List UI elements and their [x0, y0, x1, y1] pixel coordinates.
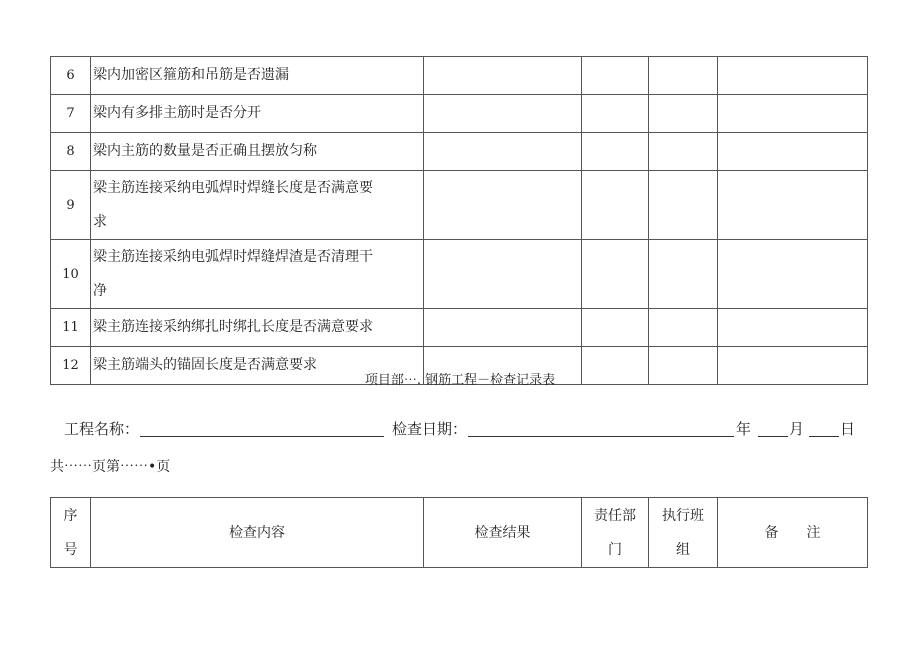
row-content — [91, 133, 424, 171]
team-cell[interactable] — [649, 95, 718, 133]
row-content-line: 梁主筋连接采纳电弧焊时焊缝长度是否满意要 — [93, 180, 373, 196]
dept-cell[interactable] — [582, 57, 649, 95]
header-no-line2: 号 — [63, 541, 78, 558]
row-content-line: 梁主筋连接采纳绑扎时绑扎长度是否满意要求 — [93, 319, 373, 335]
year-label: 年 — [736, 420, 752, 438]
row-number: 7 — [51, 95, 91, 133]
row-number: 9 — [51, 171, 91, 240]
header-dept-line2: 门 — [608, 541, 622, 558]
team-cell[interactable] — [649, 240, 718, 309]
table-caption: 项目部⋯. 钢筋工程－检查记录表 — [364, 373, 556, 388]
row-content-line: 求 — [93, 214, 107, 230]
result-cell[interactable] — [424, 57, 582, 95]
result-cell[interactable] — [424, 240, 582, 309]
project-info-line — [64, 418, 864, 442]
row-content-line: 净 — [93, 283, 107, 299]
team-cell[interactable] — [649, 309, 718, 347]
remark-cell[interactable] — [718, 309, 868, 347]
row-content-line: 梁内加密区箍筋和吊筋是否遗漏 — [93, 67, 289, 83]
remark-cell[interactable] — [718, 95, 868, 133]
row-number: 11 — [51, 309, 91, 347]
team-cell[interactable] — [649, 171, 718, 240]
header-team — [649, 498, 718, 568]
month-field[interactable] — [758, 436, 788, 437]
result-cell[interactable] — [424, 95, 582, 133]
check-date-label: 检查日期： — [392, 420, 468, 438]
remark-cell[interactable] — [718, 133, 868, 171]
result-cell[interactable] — [424, 309, 582, 347]
dept-cell[interactable] — [582, 240, 649, 309]
row-content — [91, 171, 424, 240]
team-cell[interactable] — [649, 133, 718, 171]
dept-cell[interactable] — [582, 133, 649, 171]
result-cell[interactable] — [424, 171, 582, 240]
row-content — [91, 95, 424, 133]
header-content: 检查内容 — [91, 498, 424, 568]
dept-cell[interactable] — [582, 95, 649, 133]
table-row — [51, 133, 868, 171]
project-name-field[interactable] — [140, 436, 384, 437]
project-name-label: 工程名称： — [64, 420, 140, 438]
row-content-line: 梁内有多排主筋时是否分开 — [93, 105, 261, 121]
dept-cell[interactable] — [582, 171, 649, 240]
row-number: 6 — [51, 57, 91, 95]
remark-cell[interactable] — [718, 171, 868, 240]
table-row — [51, 171, 868, 240]
check-date-field[interactable] — [468, 436, 734, 437]
inspection-table-header — [50, 497, 868, 568]
row-content-line: 梁内主筋的数量是否正确且摆放匀称 — [93, 143, 317, 159]
day-label: 日 — [840, 420, 856, 438]
row-content-line: 梁主筋连接采纳电弧焊时焊缝焊渣是否清理干 — [93, 249, 373, 265]
header-team-line2: 组 — [676, 541, 690, 558]
row-number: 8 — [51, 133, 91, 171]
dept-cell[interactable] — [582, 309, 649, 347]
remark-cell[interactable] — [718, 240, 868, 309]
header-no-line1: 序 — [63, 507, 78, 524]
table-row — [51, 95, 868, 133]
row-content — [91, 57, 424, 95]
result-cell[interactable] — [424, 133, 582, 171]
inspection-table-continued — [50, 56, 868, 385]
header-dept-line1: 责任部 — [594, 507, 636, 524]
row-content — [91, 240, 424, 309]
team-cell[interactable] — [649, 57, 718, 95]
month-label: 月 — [789, 420, 805, 438]
header-no — [51, 498, 91, 568]
row-content-line: 梁主筋端头的锚固长度是否满意要求 — [93, 357, 317, 373]
header-remark: 备 注 — [718, 498, 868, 568]
header-dept — [582, 498, 649, 568]
header-result: 检查结果 — [424, 498, 582, 568]
header-team-line1: 执行班 — [662, 507, 704, 524]
row-content — [91, 309, 424, 347]
table-row — [51, 57, 868, 95]
table-row — [51, 309, 868, 347]
row-number: 10 — [51, 240, 91, 309]
table-row — [51, 240, 868, 309]
row-number: 12 — [51, 347, 91, 385]
day-field[interactable] — [809, 436, 839, 437]
page-count: 共⋯⋯页第⋯⋯•页 — [50, 459, 171, 475]
remark-cell[interactable] — [718, 57, 868, 95]
